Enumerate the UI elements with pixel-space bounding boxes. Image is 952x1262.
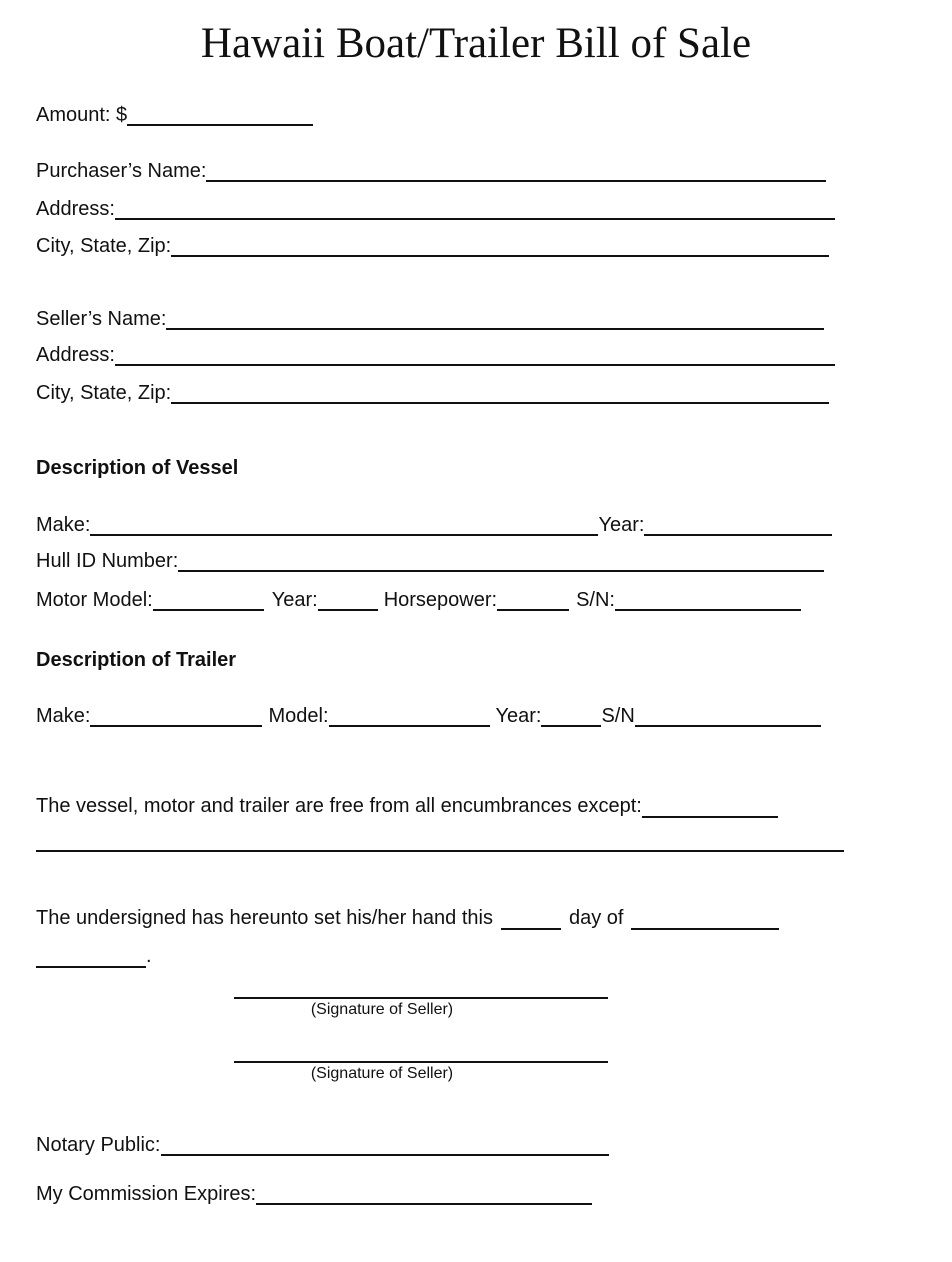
purchaser-name-label: Purchaser’s Name: — [36, 160, 207, 182]
seller-city-field[interactable] — [171, 384, 829, 404]
commission-field[interactable] — [256, 1185, 592, 1205]
month-field[interactable] — [631, 910, 779, 930]
notary-row — [36, 1130, 609, 1156]
trailer-make-field[interactable] — [90, 707, 262, 727]
sentence-period: . — [146, 945, 152, 967]
vessel-make-field[interactable] — [90, 516, 598, 536]
encumbrances-row — [36, 792, 778, 818]
seller-address-field[interactable] — [115, 346, 835, 366]
motor-year-field[interactable] — [318, 591, 378, 611]
amount-row — [36, 100, 313, 126]
motor-model-label: Motor Model: — [36, 589, 153, 611]
vessel-make-row — [36, 510, 832, 536]
trailer-year-field[interactable] — [541, 707, 601, 727]
hull-id-label: Hull ID Number: — [36, 550, 179, 572]
undersigned-text-2: day of — [568, 907, 624, 929]
seller-name-row — [36, 304, 824, 330]
seller-signature-line-1[interactable] — [234, 997, 608, 999]
seller-address-row — [36, 340, 835, 366]
motor-year-label: Year: — [271, 589, 318, 611]
trailer-row — [36, 701, 821, 727]
commission-row — [36, 1179, 592, 1205]
hull-id-row — [36, 546, 824, 572]
trailer-model-field[interactable] — [329, 707, 490, 727]
document-title: Hawaii Boat/Trailer Bill of Sale — [200, 20, 752, 67]
motor-row — [36, 585, 801, 611]
trailer-year-label: Year: — [495, 705, 542, 727]
vessel-heading: Description of Vessel — [36, 457, 239, 479]
motor-model-field[interactable] — [153, 591, 264, 611]
encumbrances-text: The vessel, motor and trailer are free from all encumbrances except: — [36, 795, 642, 817]
vessel-year-label: Year: — [598, 514, 645, 536]
seller-signature-caption-2: (Signature of Seller) — [310, 1065, 454, 1082]
undersigned-row — [36, 904, 779, 930]
purchaser-name-row — [36, 156, 826, 182]
trailer-sn-field[interactable] — [635, 707, 821, 727]
seller-name-label: Seller’s Name: — [36, 308, 167, 330]
encumbrances-continuation-line[interactable] — [36, 850, 844, 852]
horsepower-label: Horsepower: — [383, 589, 498, 611]
hull-id-field[interactable] — [178, 552, 824, 572]
seller-city-row — [36, 378, 829, 404]
purchaser-name-field[interactable] — [206, 162, 826, 182]
encumbrances-field[interactable] — [642, 798, 778, 818]
seller-signature-caption-1: (Signature of Seller) — [310, 1001, 454, 1018]
purchaser-city-field[interactable] — [171, 237, 829, 257]
purchaser-address-field[interactable] — [115, 200, 835, 220]
notary-field[interactable] — [161, 1136, 609, 1156]
notary-label: Notary Public: — [36, 1134, 161, 1156]
horsepower-field[interactable] — [497, 591, 569, 611]
seller-city-label: City, State, Zip: — [36, 382, 172, 404]
year-row — [36, 942, 152, 968]
trailer-sn-label: S/N — [601, 705, 635, 727]
seller-address-label: Address: — [36, 344, 115, 366]
trailer-heading: Description of Trailer — [36, 649, 237, 671]
purchaser-city-row — [36, 231, 829, 257]
year-field[interactable] — [36, 948, 146, 968]
trailer-make-label: Make: — [36, 705, 91, 727]
seller-signature-line-2[interactable] — [234, 1061, 608, 1063]
commission-label: My Commission Expires: — [36, 1183, 257, 1205]
motor-sn-field[interactable] — [615, 591, 801, 611]
motor-sn-label: S/N: — [576, 589, 615, 611]
seller-name-field[interactable] — [166, 310, 824, 330]
day-field[interactable] — [501, 910, 561, 930]
vessel-make-label: Make: — [36, 514, 91, 536]
purchaser-address-label: Address: — [36, 198, 115, 220]
undersigned-text-1: The undersigned has hereunto set his/her hand this — [36, 907, 493, 929]
trailer-model-label: Model: — [268, 705, 329, 727]
purchaser-city-label: City, State, Zip: — [36, 235, 172, 257]
vessel-year-field[interactable] — [644, 516, 832, 536]
purchaser-address-row — [36, 194, 835, 220]
amount-label: Amount: $ — [36, 104, 128, 126]
amount-field[interactable] — [127, 106, 313, 126]
